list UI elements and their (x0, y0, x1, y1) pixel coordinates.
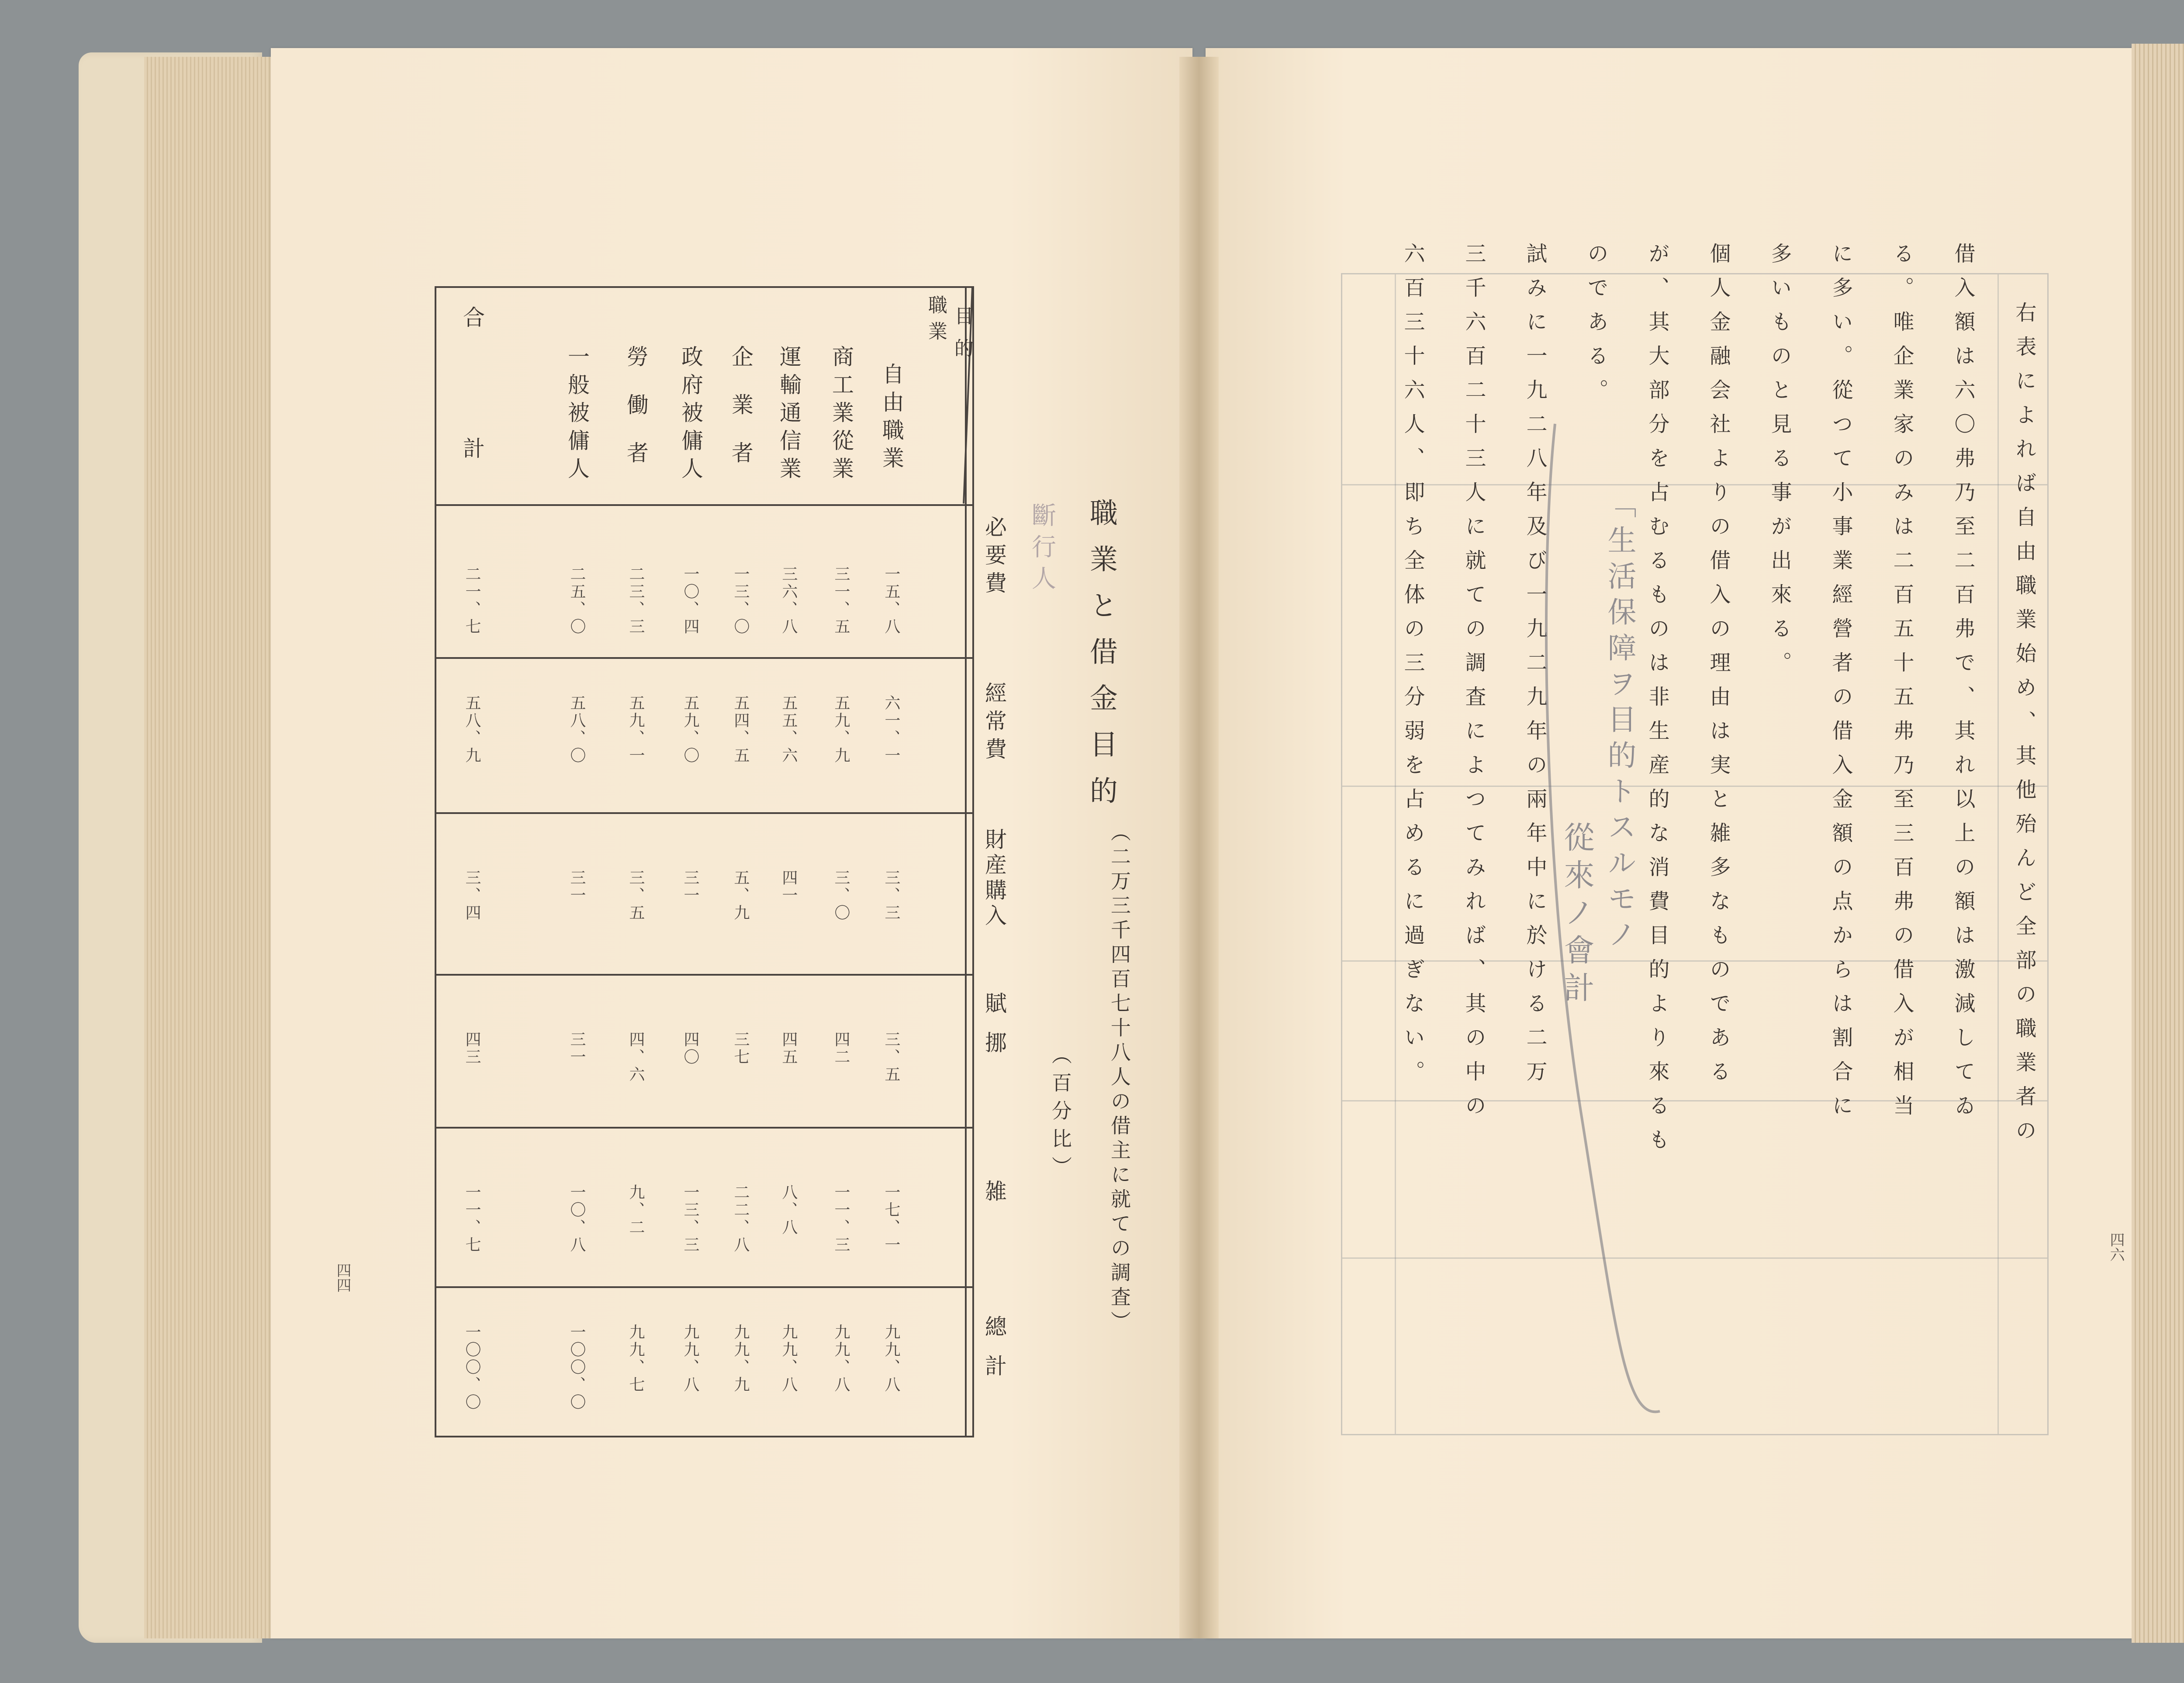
occupation-label: 勞働者 (623, 345, 649, 489)
table-cell-value: 三一 (681, 869, 699, 904)
table-cell-value: 五八、〇 (568, 695, 586, 765)
table-cell-value: 五九、九 (832, 695, 850, 765)
pencil-annotation-left: 斷行人 (1028, 502, 1056, 597)
table-cell-value: 二三、三 (627, 566, 645, 636)
header-corner-purpose: 目的 (951, 306, 973, 371)
body-text-column: る。唯企業家のみは二百五十五弗乃至三百弗の借入が相当 (1890, 242, 1914, 1129)
occupation-label: 合計 (460, 306, 485, 568)
table-cell-value: 一三、三 (681, 1184, 699, 1254)
table-cell-value: 三一 (568, 869, 586, 904)
body-text-column: 三千六百二十三人に就ての調査によつてみれば、其の中の (1462, 242, 1486, 1129)
table-cell-value: 一一、三 (832, 1184, 850, 1254)
table-cell-value: 二五、〇 (568, 566, 586, 636)
table-cell-value: 四、六 (627, 1031, 645, 1084)
body-text-column: 試みに一九二八年及び一九二九年の兩年中に於ける二万 (1523, 242, 1547, 1094)
pencil-annotation-right-2: 從來ノ會計 (1559, 821, 1595, 1009)
table-cell-value: 三、三 (882, 869, 900, 922)
purpose-label: 經常費 (981, 682, 1007, 765)
body-text-column: が、其大部分を占むるものは非生産的な消費目的より來るも (1645, 242, 1669, 1163)
page-edges-left (144, 57, 284, 1638)
table-cell-value: 四五 (780, 1031, 798, 1066)
table-cell-value: 五八、九 (463, 695, 481, 765)
pencil-bracket-stroke (1529, 415, 1677, 1464)
table-subtitle: （二万三千四百七十八人の借主に就ての調査） (1108, 821, 1131, 1335)
table-cell-value: 九、二 (627, 1184, 645, 1236)
occupation-label: 一般被傭人 (564, 345, 590, 485)
table-cell-value: 九九、七 (627, 1324, 645, 1394)
table-cell-value: 四一 (780, 869, 798, 904)
body-text-column: 個人金融会社よりの借入の理由は実と雑多なものである (1706, 242, 1731, 1094)
table-cell-value: 一三、〇 (732, 566, 750, 636)
page-edges-right (2132, 44, 2184, 1643)
table-cell-value: 二一、七 (463, 566, 481, 636)
table-cell-value: 三、五 (627, 869, 645, 922)
table-title: 職業と借金目的 (1085, 498, 1117, 822)
table-cell-value: 八、八 (780, 1184, 798, 1236)
body-text-column: 借入額は六〇弗乃至二百弗で、其れ以上の額は激減してゐ (1951, 242, 1975, 1129)
table-cell-value: 一〇、四 (681, 566, 699, 636)
occupation-label: 自由職業 (879, 363, 904, 474)
occupation-label: 政府被傭人 (678, 345, 703, 485)
purpose-label: 總計 (981, 1315, 1007, 1394)
occupation-label: 運輸通信業 (776, 345, 802, 485)
occupation-label: 企業者 (728, 345, 753, 489)
table-cell-value: 五四、五 (732, 695, 750, 765)
table-cell-value: 六一、一 (882, 695, 900, 765)
table-cell-value: 三、四 (463, 869, 481, 922)
purpose-label: 賦挪 (981, 992, 1007, 1070)
table-cell-value: 九九、八 (681, 1324, 699, 1394)
body-text-column: に多い。從つて小事業經營者の借入金額の点からは割合に (1828, 242, 1853, 1129)
table-cell-value: 四二 (832, 1031, 850, 1066)
body-text-column: のである。 (1584, 242, 1608, 413)
table-cell-value: 九九、八 (832, 1324, 850, 1394)
table-unit: （百分比） (1049, 1044, 1072, 1184)
table-cell-value: 一一、七 (463, 1184, 481, 1254)
purpose-label: 必要費 (981, 516, 1007, 599)
body-text-column: 右表によれば自由職業始め、其他殆んど全部の職業者の (2012, 301, 2036, 1153)
table-cell-value: 九九、八 (780, 1324, 798, 1394)
table-cell-value: 九九、八 (882, 1324, 900, 1394)
table-cell-value: 九九、九 (732, 1324, 750, 1394)
body-text-column: 六百三十六人、即ち全体の三分弱を占めるに過ぎない。 (1400, 242, 1425, 1094)
table-cell-value: 三一 (568, 1031, 586, 1066)
table-cell-value: 四〇 (681, 1031, 699, 1066)
table-cell-value: 五九、〇 (681, 695, 699, 765)
table-cell-value: 五五、六 (780, 695, 798, 765)
pencil-annotation-right: 「生活保障ヲ目的トスルモノ (1603, 489, 1636, 955)
table-cell-value: 三、〇 (832, 869, 850, 922)
book-gutter (1179, 57, 1219, 1638)
occupation-label: 商工業從業 (829, 345, 854, 485)
page-number-left: 四四 (334, 1263, 351, 1292)
body-text-column: 多いものと見る事が出來る。 (1767, 242, 1792, 686)
table-cell-value: 三六、八 (780, 566, 798, 636)
table-cell-value: 四三 (463, 1031, 481, 1066)
table-cell-value: 二二、八 (732, 1184, 750, 1254)
page-number-right: 四六 (2107, 1232, 2125, 1262)
header-corner-occupation: 職業 (925, 295, 947, 347)
table-cell-value: 三、五 (882, 1031, 900, 1084)
table-cell-value: 一五、八 (882, 566, 900, 636)
table-cell-value: 一〇〇、〇 (568, 1324, 586, 1411)
purpose-label: 財産購入 (981, 828, 1007, 929)
purpose-label: 雑 (981, 1180, 1007, 1208)
table-cell-value: 三七 (732, 1031, 750, 1066)
table-cell-value: 五九、一 (627, 695, 645, 765)
table-cell-value: 一〇、八 (568, 1184, 586, 1254)
table-cell-value: 五、九 (732, 869, 750, 922)
table-cell-value: 一〇〇、〇 (463, 1324, 481, 1411)
table-cell-value: 一七、一 (882, 1184, 900, 1254)
table-cell-value: 三一、五 (832, 566, 850, 636)
show-through-grid (1341, 273, 2049, 1435)
